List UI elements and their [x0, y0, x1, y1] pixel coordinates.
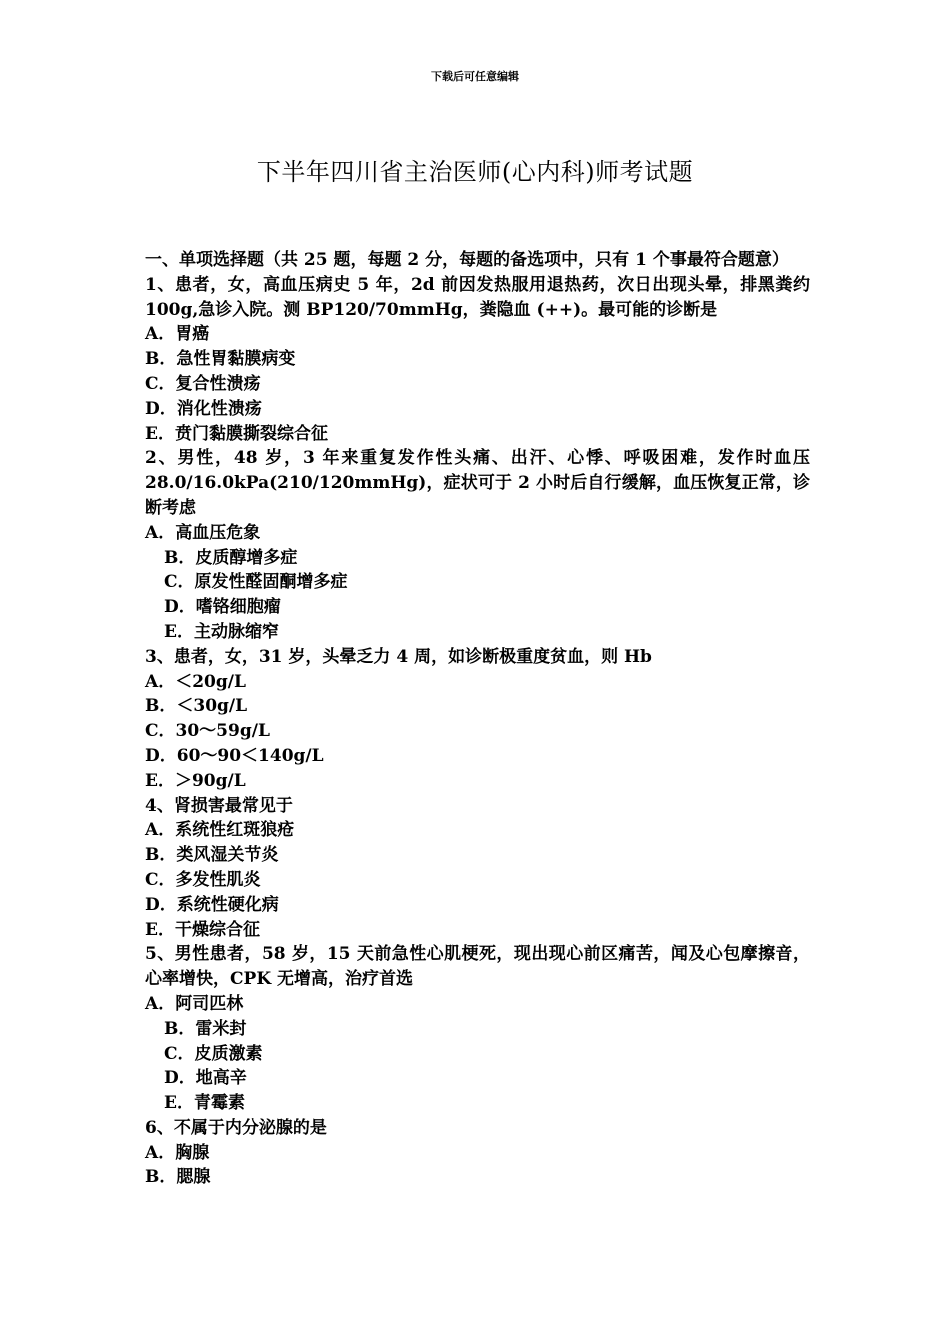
- option: B．急性胃黏膜病变: [145, 349, 296, 370]
- question-content: [145, 248, 810, 1190]
- question-stem: 1、患者，女，高血压病史 5 年，2d 前因发热服用退热药，次日出现头晕，排黑粪约 100g,急诊入院。测 BP120/70mmHg，粪隐血 (++)。最可能的诊断是: [145, 274, 810, 320]
- section-heading: 一、单项选择题（共 25 题，每题 2 分，每题的备选项中，只有 1 个事最符合题意）: [145, 250, 789, 270]
- option: D．60～90＜140g/L: [145, 745, 324, 766]
- option: B．＜30g/L: [145, 696, 248, 717]
- option: A．胸腺: [145, 1142, 210, 1163]
- option: D．地高辛: [164, 1068, 247, 1089]
- option: B．类风湿关节炎: [145, 845, 279, 866]
- option: A．系统性红斑狼疮: [145, 820, 295, 841]
- question-stem: 2、男性，48 岁，3 年来重复发作性头痛、出汗、心悸、呼吸困难，发作时血压 28.0/16.0kPa(210/120mmHg)，症状可于 2 小时后自行缓解，血压恢复正常，诊断考虑: [145, 448, 810, 518]
- option: C．原发性醛固酮增多症: [164, 572, 348, 593]
- option: E．贲门黏膜撕裂综合征: [145, 423, 328, 444]
- option: C．30～59g/L: [145, 721, 270, 742]
- document-title: 下半年四川省主治医师(心内科)师考试题: [256, 158, 694, 186]
- question-stem: 6、不属于内分泌腺的是: [145, 1117, 327, 1138]
- option: C．复合性溃疡: [145, 373, 261, 394]
- question-stem: 5、男性患者，58 岁，15 天前急性心肌梗死，现出现心前区痛苦，闻及心包摩擦音，心率增快，CPK 无增高，治疗首选: [145, 944, 810, 990]
- question-stem: 4、肾损害最常见于: [145, 795, 293, 816]
- option: A．＜20g/L: [145, 671, 246, 692]
- option: C．多发性肌炎: [145, 869, 261, 890]
- option: E．青霉素: [164, 1093, 245, 1114]
- option: A．高血压危象: [145, 522, 261, 543]
- option: E．主动脉缩窄: [164, 621, 279, 642]
- option: D．嗜铬细胞瘤: [164, 597, 281, 618]
- option: A．阿司匹林: [145, 993, 244, 1014]
- option: D．系统性硬化病: [145, 894, 279, 915]
- option: B．皮质醇增多症: [164, 547, 298, 568]
- option: E．干燥综合征: [145, 919, 260, 940]
- option: C．皮质激素: [164, 1043, 263, 1064]
- option: E．＞90g/L: [145, 770, 246, 791]
- option: D．消化性溃疡: [145, 398, 262, 419]
- option: B．雷米封: [164, 1018, 247, 1039]
- header-note: 下载后可任意编辑: [431, 70, 519, 83]
- option: B．腮腺: [145, 1167, 211, 1188]
- question-stem: 3、患者，女，31 岁，头晕乏力 4 周，如诊断极重度贫血，则 Hb: [145, 646, 652, 667]
- option: A．胃癌: [145, 324, 210, 345]
